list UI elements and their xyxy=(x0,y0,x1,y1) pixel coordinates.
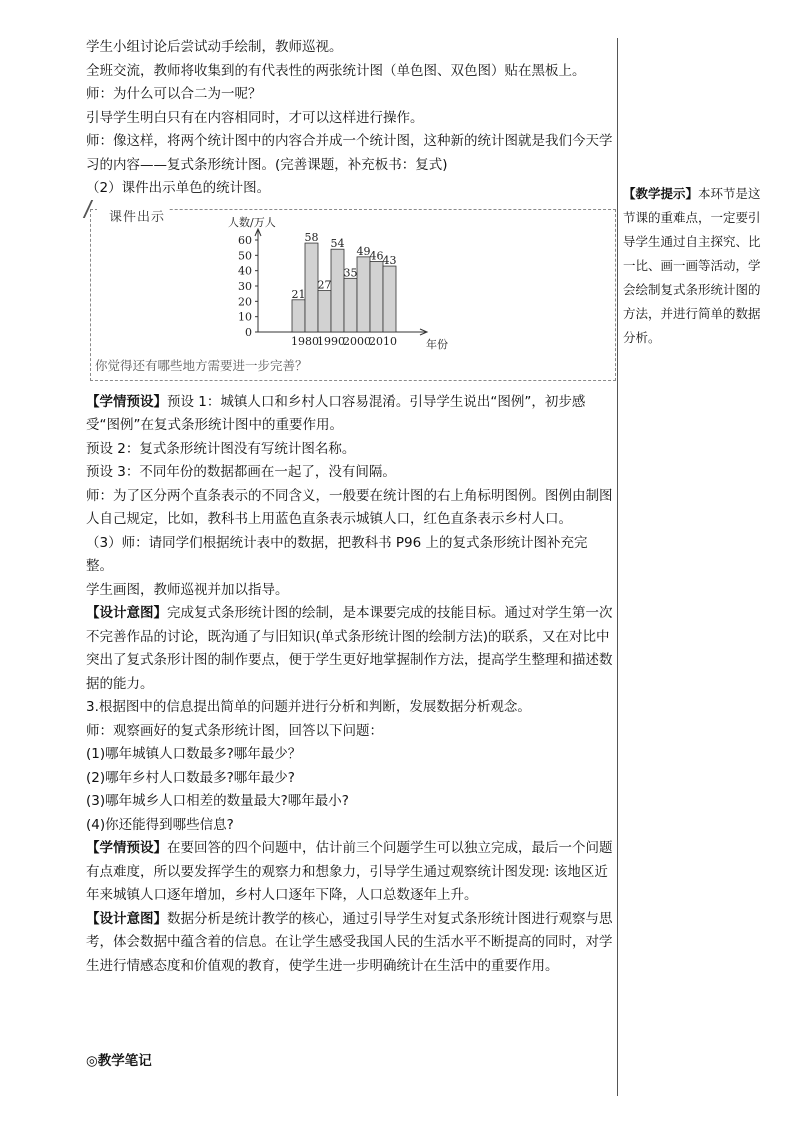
paragraph: 引导学生明白只有在内容相同时，才可以这样进行操作。 xyxy=(86,109,424,126)
paragraph: 预设 3：不同年份的数据都画在一起了，没有间隔。 xyxy=(86,464,396,480)
y-tick-label: 50 xyxy=(238,248,252,262)
courseware-question: 你觉得还有哪些地方需要进一步完善？ xyxy=(95,357,308,373)
question-item: (1)哪年城镇人口数最多?哪年最少？ xyxy=(86,746,302,762)
paragraph: 全班交流，教师将收集到的有代表性的两张统计图（单色图、双色图）贴在黑板上。 xyxy=(86,62,586,79)
paragraph: （2）课件出示单色的统计图。 xyxy=(86,180,271,196)
teaching-tip-sidebar xyxy=(623,182,763,350)
paragraph: 学生小组讨论后尝试动手绘制，教师巡视。 xyxy=(86,39,343,55)
paragraph: 师：为什么可以合二为一呢？ xyxy=(86,86,262,102)
paragraph: 师：为了区分两个直条表示的不同含义，一般要在统计图的右上角标明图例。图例由制图人自己规定，比如，教科书上用蓝色直条表示城镇人口，红色直条表示乡村人口。 xyxy=(86,487,613,527)
design-tag: 【设计意图】 xyxy=(86,605,167,621)
bar-chart xyxy=(91,210,615,360)
bar-value-label: 58 xyxy=(304,230,319,244)
bar-value-label: 27 xyxy=(317,278,332,292)
y-axis-label: 人数/万人 xyxy=(228,215,276,229)
main-content xyxy=(86,36,614,978)
teaching-notes-heading: ◎教学笔记 xyxy=(86,1053,152,1069)
preset-tag: 【学情预设】 xyxy=(86,840,167,856)
x-tick-label: 1990 xyxy=(317,334,345,348)
paragraph: 学生画图，教师巡视并加以指导。 xyxy=(86,581,289,598)
paragraph: 预设 2：复式条形统计图没有写统计图名称。 xyxy=(86,440,356,457)
paragraph: 师：观察画好的复式条形统计图，回答以下问题： xyxy=(86,722,383,739)
x-tick-label: 2000 xyxy=(343,334,371,348)
design-text: 数据分析是统计教学的核心，通过引导学生对复式条形统计图进行观察与思考，体会数据中蕴含着的信息。在让学生感受我国人民的生活水平不断提高的同时，对学生进行情感态度和价值观的教育，使学生进一步明确统计在生活中的重要作用。 xyxy=(86,910,613,974)
preset-paragraph xyxy=(86,837,614,908)
bar-value-label: 46 xyxy=(369,248,384,262)
x-axis-label: 年份 xyxy=(426,337,448,351)
y-tick-label: 40 xyxy=(238,264,252,278)
y-tick-label: 10 xyxy=(238,310,252,324)
bar-value-label: 35 xyxy=(343,265,358,279)
x-tick-label: 1980 xyxy=(291,334,319,348)
bar xyxy=(318,290,331,331)
y-tick-label: 20 xyxy=(238,294,252,308)
design-paragraph xyxy=(86,602,614,696)
bar xyxy=(344,278,357,332)
bar-value-label: 54 xyxy=(330,236,345,250)
bar-value-label: 21 xyxy=(291,287,306,301)
bar-value-label: 49 xyxy=(356,244,371,258)
design-paragraph xyxy=(86,908,614,979)
bar xyxy=(292,299,305,331)
preset-paragraph xyxy=(86,391,614,438)
bar xyxy=(331,249,344,332)
bar xyxy=(305,243,318,332)
question-item: (2)哪年乡村人口数最多?哪年最少? xyxy=(86,769,295,786)
courseware-box xyxy=(90,209,616,381)
bar-value-label: 43 xyxy=(382,253,397,267)
y-tick-label: 60 xyxy=(238,233,252,247)
bar xyxy=(357,256,370,331)
margin-divider xyxy=(617,38,618,1096)
preset-text: 预设 1：城镇人口和乡村人口容易混淆。引导学生说出“图例”，初步感受“图例”在复式条形统计图中的重要作用。 xyxy=(86,393,586,433)
preset-tag: 【学情预设】 xyxy=(86,393,167,410)
x-tick-label: 2010 xyxy=(369,334,397,348)
courseware-box-title: 课件出示 xyxy=(97,206,169,225)
paragraph: 3.根据图中的信息提出简单的问题并进行分析和判断，发展数据分析观念。 xyxy=(86,699,531,715)
sidebar-text: 本环节是这节课的重难点，一定要引导学生通过自主探究、比一比、画一画等活动，学会绘制复式条形统计图的方法，并进行简单的数据分析。 xyxy=(623,186,761,345)
preset-text: 在要回答的四个问题中，估计前三个问题学生可以独立完成，最后一个问题有点难度，所以要发挥学生的观察力和想象力，引导学生通过观察统计图发现: 该地区近年来城镇人口逐年增加，乡村人口逐年下降，人口总数逐年上升。 xyxy=(86,840,613,903)
design-tag: 【设计意图】 xyxy=(86,910,167,927)
paragraph: 师：像这样，将两个统计图中的内容合并成一个统计图，这种新的统计图就是我们今天学习的内容——复式条形统计图。(完善课题，补充板书：复式) xyxy=(86,133,613,173)
y-tick-label: 30 xyxy=(238,279,252,293)
bar xyxy=(370,261,383,332)
question-item: (4)你还能得到哪些信息? xyxy=(86,816,234,833)
bar xyxy=(383,266,396,332)
paragraph: （3）师：请同学们根据统计表中的数据，把教科书 P96 上的复式条形统计图补充完整。 xyxy=(86,534,588,574)
y-tick-label: 0 xyxy=(245,325,252,339)
sidebar-tag: 【教学提示】 xyxy=(623,186,699,201)
question-item: (3)哪年城乡人口相差的数量最大?哪年最小? xyxy=(86,793,349,809)
design-text: 完成复式条形统计图的绘制，是本课要完成的技能目标。通过对学生第一次不完善作品的讨论，既沟通了与旧知识(单式条形统计图的绘制方法)的联系，又在对比中突出了复式条形计图的制作要点，便于学生更好地掌握制作方法，提高学生整理和描述数据的能力。 xyxy=(86,605,613,692)
